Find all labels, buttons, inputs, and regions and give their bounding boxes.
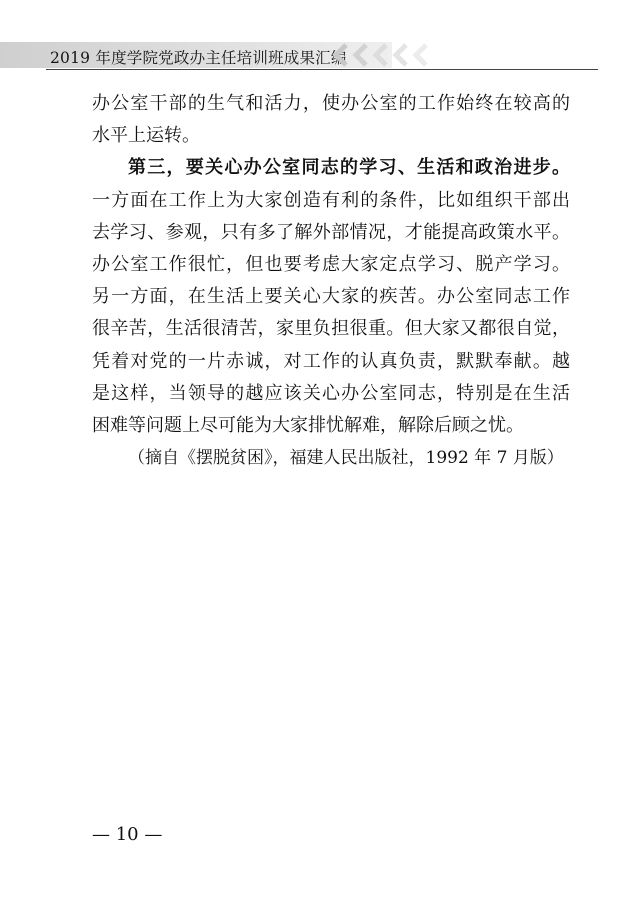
text-line: 凭着对党的一片赤诚，对工作的认真负责，默默奉献。越: [92, 350, 570, 372]
body-text: [92, 88, 570, 474]
source-citation: （摘自《摆脱贫困》，福建人民出版社，1992 年 7 月版）: [128, 448, 564, 469]
section-heading-line: 第三，要关心办公室同志的学习、生活和政治进步。: [128, 157, 570, 179]
text-line: 是这样，当领导的越应该关心办公室同志，特别是在生活: [92, 382, 570, 404]
text-line: 办公室工作很忙，但也要考虑大家定点学习、脱产学习。: [92, 253, 570, 275]
text-line: 去学习、参观，只有多了解外部情况，才能提高政策水平。: [92, 221, 570, 243]
page-number: — 10 —: [92, 824, 163, 845]
text-line: 办公室干部的生气和活力，使办公室的工作始终在较高的: [92, 93, 570, 114]
header-chevron-decoration: [330, 41, 440, 69]
running-header-title: 2019 年度学院党政办主任培训班成果汇编: [50, 49, 347, 67]
text-line: 一方面在工作上为大家创造有利的条件，比如组织干部出: [92, 189, 570, 211]
text-line: 另一方面，在生活上要关心大家的疾苦。办公室同志工作: [92, 286, 570, 308]
header-rule: [46, 69, 598, 70]
text-line: 困难等问题上尽可能为大家排忧解难，解除后顾之忧。: [92, 414, 524, 436]
text-line: 很辛苦，生活很清苦，家里负担很重。但大家又都很自觉，: [92, 318, 570, 340]
text-line: 水平上运转。: [92, 125, 200, 147]
